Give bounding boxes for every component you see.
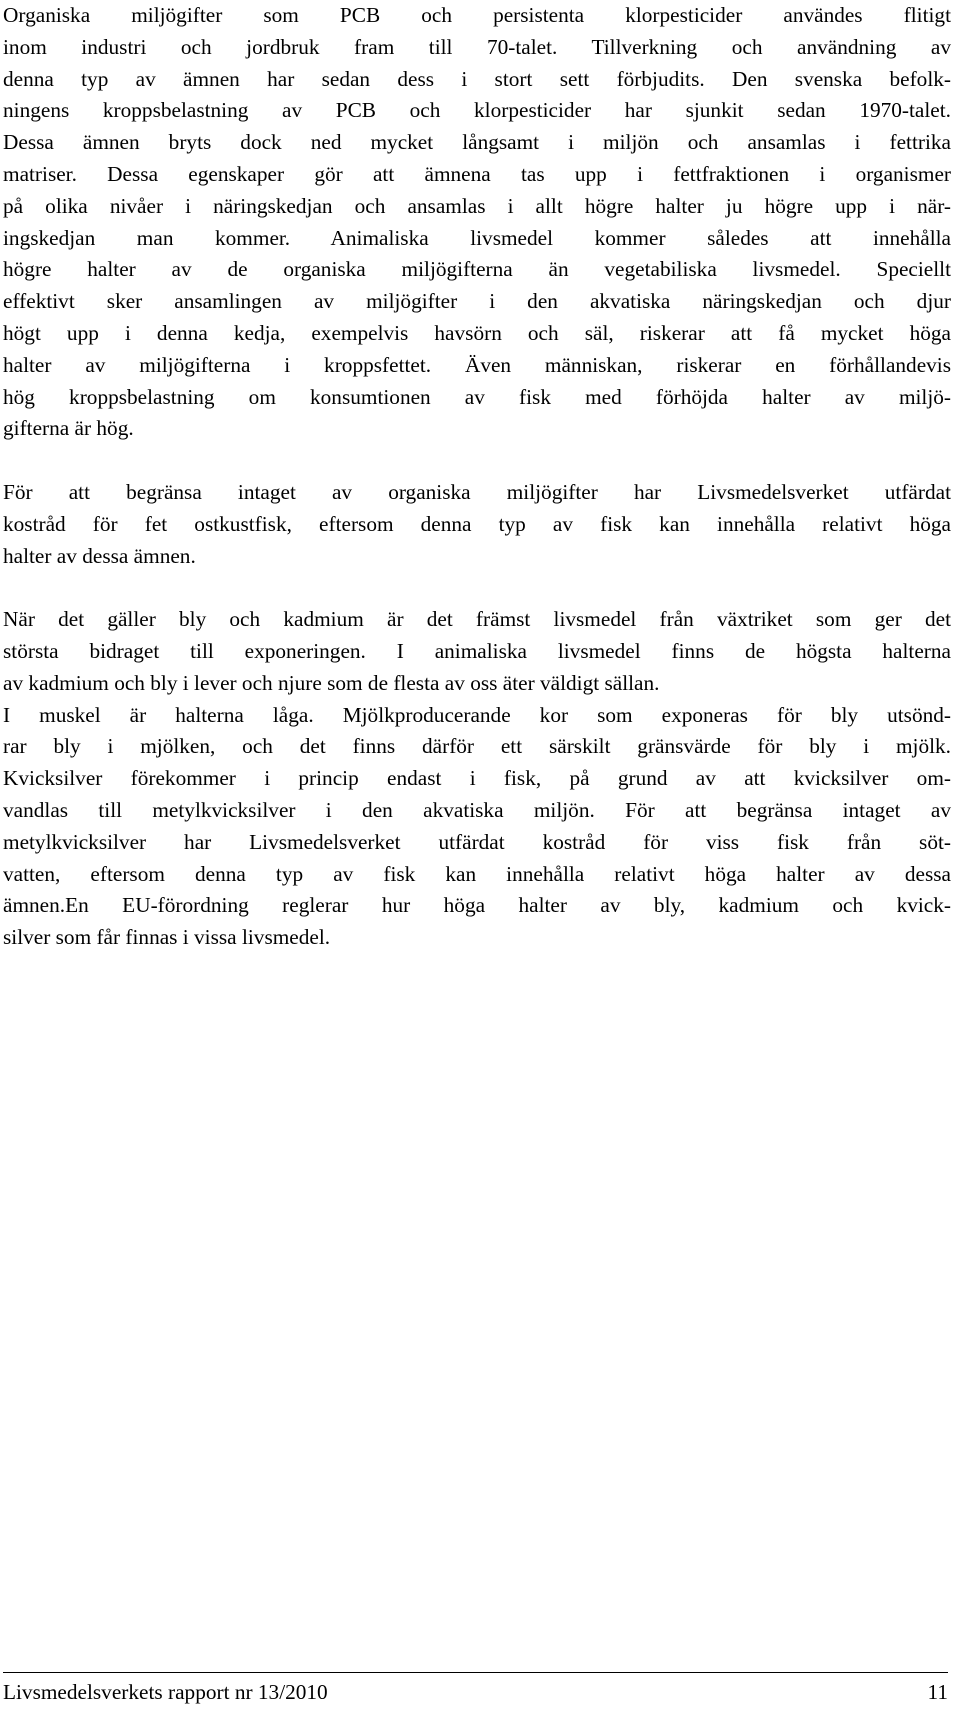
text-line: gifterna är hög.: [3, 416, 134, 441]
text-line: kostråd för fet ostkustfisk, eftersom denna typ av fisk kan innehålla relativt höga: [3, 511, 951, 536]
paragraph-spacer: [3, 572, 951, 604]
text-line: av kadmium och bly i lever och njure som de flesta av oss äter väldigt sällan.: [3, 670, 660, 695]
text-line: rar bly i mjölken, och det finns därför ett särskilt gränsvärde för bly i mjölk.: [3, 734, 951, 759]
paragraph-spacer: [3, 445, 951, 477]
paragraph-organic-pollutants: [3, 0, 951, 445]
paragraph-lead-cadmium-mercury: [3, 604, 951, 954]
page-number: 11: [927, 1680, 948, 1704]
text-line: största bidraget till exponeringen. I animaliska livsmedel finns de högsta halterna: [3, 638, 951, 663]
text-line: ningens kroppsbelastning av PCB och klorpesticider har sjunkit sedan 1970-talet.: [3, 98, 951, 123]
text-line: ingskedjan man kommer. Animaliska livsmedel kommer således att innehålla: [3, 225, 951, 250]
text-line: För att begränsa intaget av organiska miljögifter har Livsmedelsverket utfärdat: [3, 479, 951, 504]
report-title: Livsmedelsverkets rapport nr 13/2010: [3, 1680, 328, 1704]
paragraph-dietary-advice: [3, 477, 951, 572]
page-footer: [3, 1676, 948, 1708]
document-body: [3, 0, 951, 954]
text-line: högre halter av de organiska miljögifterna än vegetabiliska livsmedel. Speciellt: [3, 257, 951, 282]
text-line: Kvicksilver förekommer i princip endast i fisk, på grund av att kvicksilver om-: [3, 766, 951, 791]
text-line: Dessa ämnen bryts dock ned mycket långsamt i miljön och ansamlas i fettrika: [3, 130, 951, 155]
text-line: effektivt sker ansamlingen av miljögifter i den akvatiska näringskedjan och djur: [3, 289, 951, 314]
text-line: vandlas till metylkvicksilver i den akvatiska miljön. För att begränsa intaget av: [3, 797, 951, 822]
text-line: halter av miljögifterna i kroppsfettet. Även människan, riskerar en förhållandevis: [3, 352, 951, 377]
text-line: Organiska miljögifter som PCB och persistenta klorpesticider användes flitigt: [3, 3, 951, 27]
text-line: När det gäller bly och kadmium är det främst livsmedel från växtriket som ger det: [3, 607, 951, 632]
text-line: vatten, eftersom denna typ av fisk kan innehålla relativt höga halter av dessa: [3, 861, 951, 886]
text-line: metylkvicksilver har Livsmedelsverket utfärdat kostråd för viss fisk från söt-: [3, 829, 951, 854]
text-line: matriser. Dessa egenskaper gör att ämnena tas upp i fettfraktionen i organismer: [3, 161, 951, 186]
text-line: denna typ av ämnen har sedan dess i stort sett förbjudits. Den svenska befolk-: [3, 66, 951, 91]
text-line: halter av dessa ämnen.: [3, 543, 196, 568]
text-line: hög kroppsbelastning om konsumtionen av fisk med förhöjda halter av miljö-: [3, 384, 951, 409]
text-line: ämnen.En EU-förordning reglerar hur höga halter av bly, kadmium och kvick-: [3, 893, 951, 918]
text-line: högt upp i denna kedja, exempelvis havsörn och säl, riskerar att få mycket höga: [3, 320, 951, 345]
text-line: I muskel är halterna låga. Mjölkproducerande kor som exponeras för bly utsönd-: [3, 702, 951, 727]
text-line: på olika nivåer i näringskedjan och ansamlas i allt högre halter ju högre upp i när-: [3, 193, 951, 218]
text-line: silver som får finnas i vissa livsmedel.: [3, 925, 331, 950]
text-line: inom industri och jordbruk fram till 70-talet. Tillverkning och användning av: [3, 34, 951, 59]
footer-divider: [3, 1672, 948, 1673]
